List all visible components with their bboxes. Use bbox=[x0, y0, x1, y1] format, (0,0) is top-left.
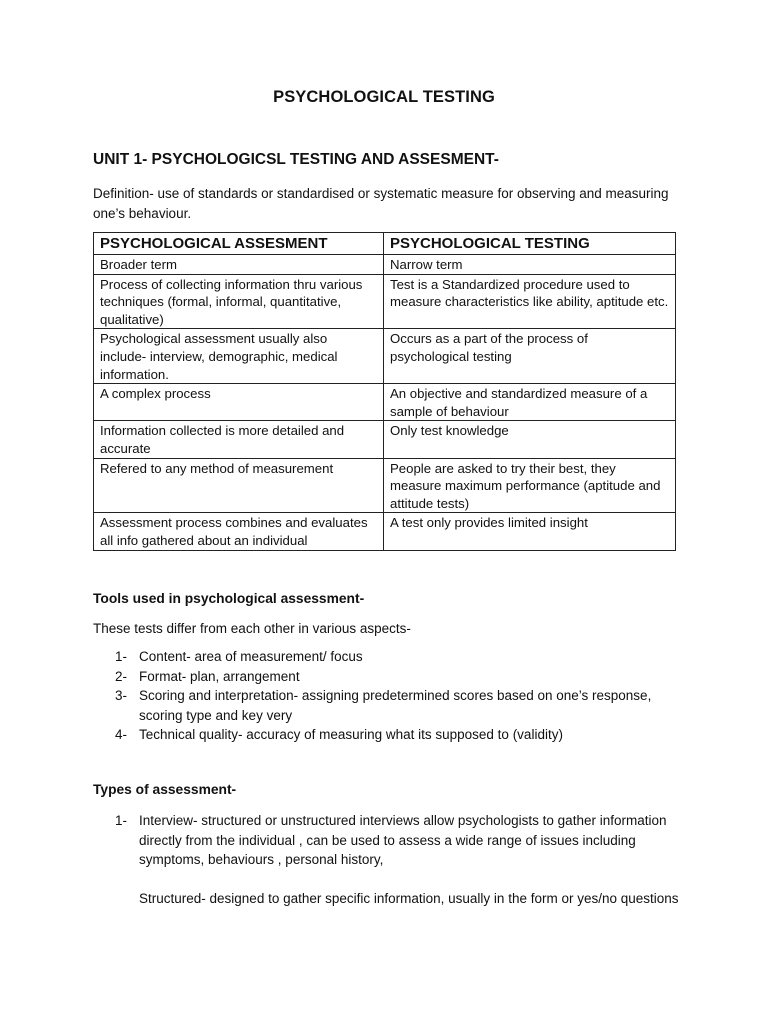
table-cell: An objective and standardized measure of a sample of behaviour bbox=[384, 384, 676, 421]
table-cell: Occurs as a part of the process of psychological testing bbox=[384, 329, 676, 384]
table-cell: Psychological assessment usually also include- interview, demographic, medical information. bbox=[94, 329, 384, 384]
table-cell: People are asked to try their best, they measure maximum performance (aptitude and attitude tests) bbox=[384, 458, 676, 513]
list-number: 1- bbox=[115, 813, 128, 828]
table-cell: Process of collecting information thru various techniques (formal, informal, quantitative, qualitative) bbox=[94, 274, 384, 329]
list-text: Scoring and interpretation- assigning predetermined scores based on one’s response, scoring type and key very bbox=[139, 688, 652, 723]
table-cell: Information collected is more detailed and accurate bbox=[94, 421, 384, 458]
table-cell: Broader term bbox=[94, 255, 384, 275]
table-cell: Assessment process combines and evaluates all info gathered about an individual bbox=[94, 513, 384, 550]
list-item bbox=[93, 686, 683, 725]
tools-list bbox=[93, 647, 683, 745]
tools-heading: Tools used in psychological assessment- bbox=[93, 591, 365, 606]
table-header-row bbox=[94, 233, 676, 255]
table-cell: Narrow term bbox=[384, 255, 676, 275]
list-text: Format- plan, arrangement bbox=[139, 668, 300, 684]
table-row bbox=[94, 255, 676, 275]
unit-heading: UNIT 1- PSYCHOLOGICSL TESTING AND ASSESMENT- bbox=[93, 151, 499, 168]
document-title: PSYCHOLOGICAL TESTING bbox=[273, 88, 495, 106]
table-cell: Only test knowledge bbox=[384, 421, 676, 458]
table-row bbox=[94, 458, 676, 513]
list-number: 2- bbox=[115, 668, 128, 684]
list-item bbox=[93, 811, 683, 908]
table-row bbox=[94, 274, 676, 329]
list-item bbox=[93, 647, 683, 667]
list-number: 3- bbox=[115, 688, 128, 703]
table-cell: Refered to any method of measurement bbox=[94, 458, 384, 513]
table-row bbox=[94, 421, 676, 458]
table-header-assessment: PSYCHOLOGICAL ASSESMENT bbox=[94, 233, 384, 255]
types-heading: Types of assessment- bbox=[93, 782, 237, 797]
structured-subparagraph: Structured- designed to gather specific information, usually in the form or yes/no questions bbox=[139, 890, 679, 906]
table-header-testing: PSYCHOLOGICAL TESTING bbox=[384, 233, 676, 255]
list-item bbox=[93, 725, 683, 745]
table-cell: A complex process bbox=[94, 384, 384, 421]
types-list bbox=[93, 811, 683, 908]
list-text: Interview- structured or unstructured interviews allow psychologists to gather information directly from the individual , can be used to assess a wide range of issues including symptoms, behaviours , personal history, bbox=[139, 813, 667, 867]
list-number: 4- bbox=[115, 727, 128, 742]
table-row bbox=[94, 329, 676, 384]
definition-paragraph: Definition- use of standards or standardised or systematic measure for observing and measuring one’s behaviour. bbox=[93, 186, 669, 221]
list-number: 1- bbox=[115, 649, 128, 664]
table-row bbox=[94, 384, 676, 421]
table-cell: A test only provides limited insight bbox=[384, 513, 676, 550]
list-text: Content- area of measurement/ focus bbox=[139, 649, 363, 664]
list-item bbox=[93, 667, 683, 687]
table-cell: Test is a Standardized procedure used to measure characteristics like ability, aptitude etc. bbox=[384, 274, 676, 329]
tools-intro: These tests differ from each other in various aspects- bbox=[93, 621, 411, 636]
comparison-table bbox=[93, 232, 676, 551]
list-text: Technical quality- accuracy of measuring what its supposed to (validity) bbox=[139, 727, 563, 742]
table-row bbox=[94, 513, 676, 550]
